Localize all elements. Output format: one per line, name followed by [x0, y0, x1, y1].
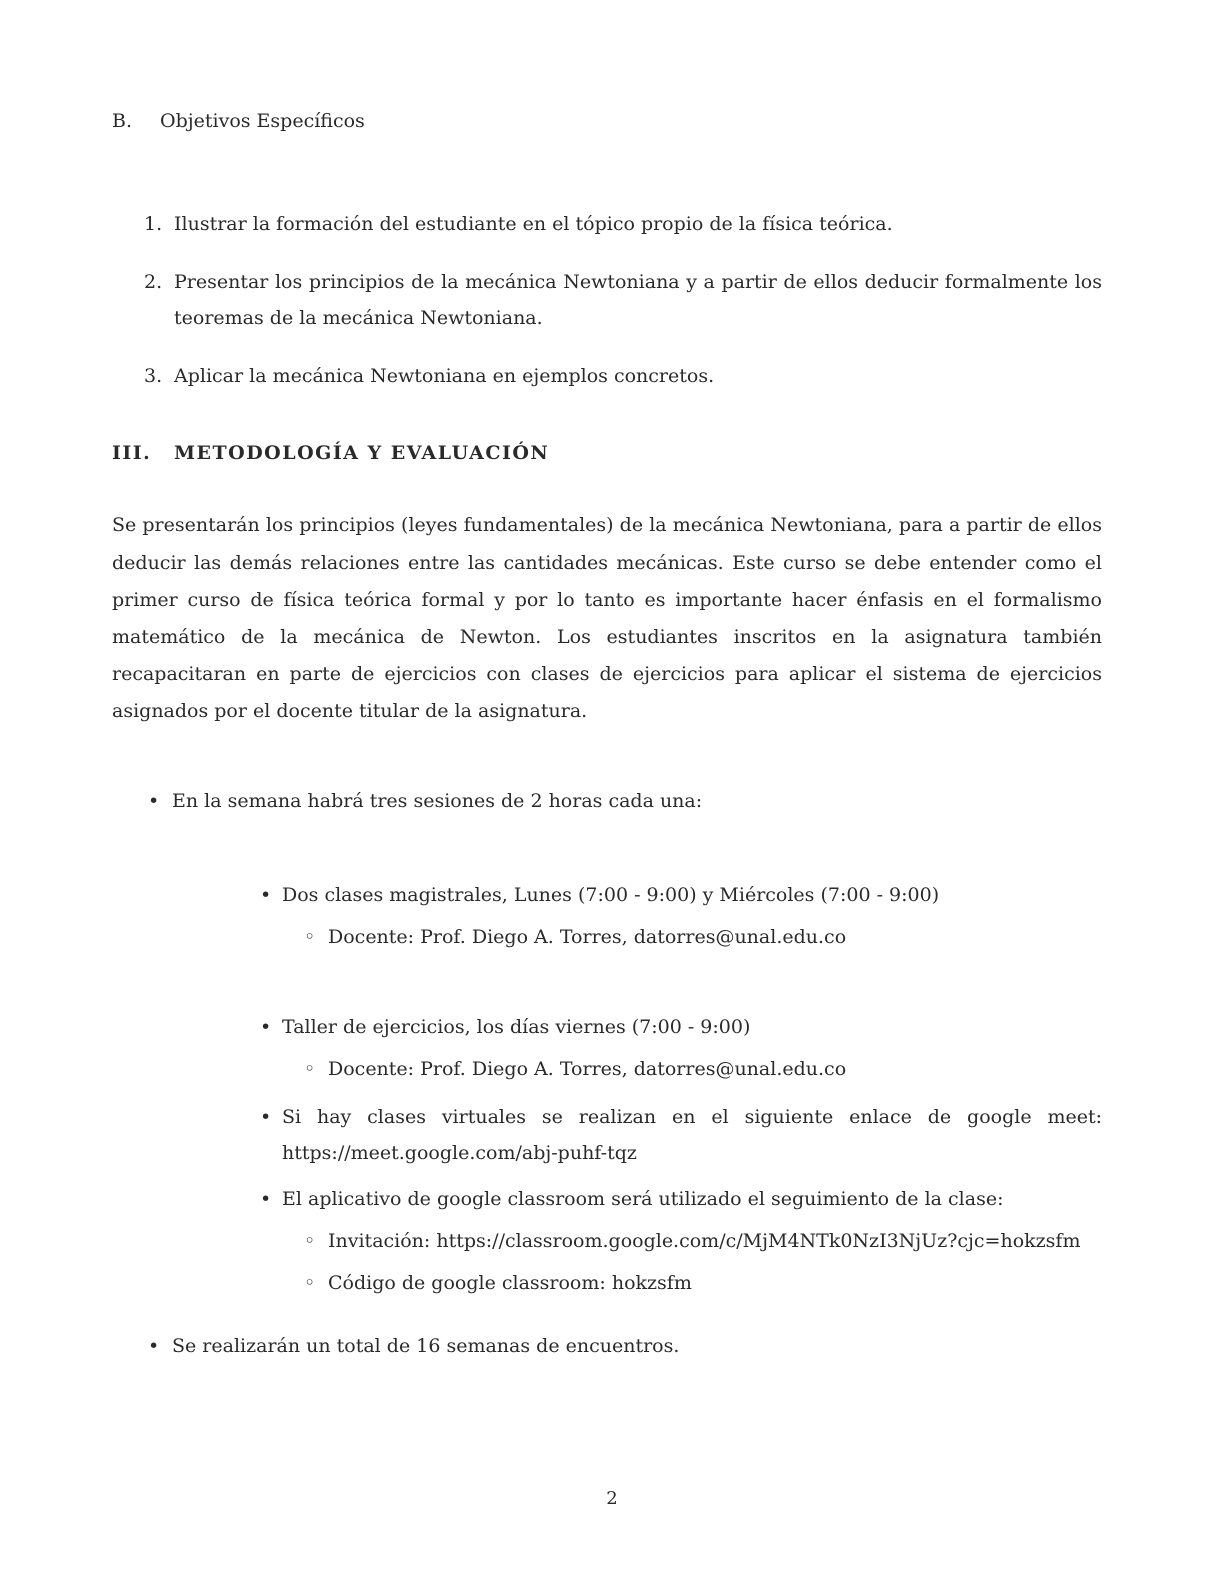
bullet-icon: ◦ — [304, 1058, 316, 1081]
objectives-heading-title: Objetivos Específicos — [160, 110, 365, 132]
bullet-icon: • — [260, 1106, 272, 1129]
bullet-icon: • — [148, 1334, 160, 1357]
workshop-sublist — [282, 1049, 1102, 1091]
objective-text: Aplicar la mecánica Newtoniana en ejemplos concretos. — [174, 364, 715, 387]
bullet-icon: • — [148, 789, 160, 812]
objectives-heading-number: B. — [112, 110, 133, 132]
subsubbullet-text: Docente: Prof. Diego A. Torres, datorres@unal.edu.co — [328, 926, 847, 949]
subsubbullet-item — [170, 1049, 1102, 1091]
objective-number: 1. — [144, 212, 163, 235]
classroom-sublist — [282, 1221, 1102, 1305]
subbullet-item-classroom — [170, 1181, 1102, 1305]
objectives-list — [112, 206, 1102, 394]
objective-item — [112, 358, 1102, 394]
bullet-icon: • — [260, 1188, 272, 1211]
objectives-heading — [112, 108, 1102, 136]
objective-text: Presentar los principios de la mecánica Newtoniana y a partir de ellos deducir formalmente los teoremas de la mecánica Newtoniana. — [174, 270, 1102, 329]
methodology-heading — [112, 440, 1102, 468]
objective-number: 3. — [144, 364, 163, 387]
bullet-text: En la semana habrá tres sesiones de 2 horas cada una: — [172, 789, 703, 812]
objective-item — [112, 206, 1102, 242]
bullet-icon: ◦ — [304, 926, 316, 949]
subsubbullet-text: Invitación: https://classroom.google.com/c/MjM4NTk0NzI3NjUz?cjc=hokzsfm — [328, 1230, 1081, 1253]
subbullet-item-workshop — [170, 1009, 1102, 1091]
subsubbullet-item — [170, 1221, 1102, 1263]
subbullet-text: El aplicativo de google classroom será utilizado el seguimiento de la clase: — [282, 1188, 1004, 1211]
subbullet-item-lectures — [170, 877, 1102, 959]
bullet-icon: • — [260, 1016, 272, 1039]
methodology-heading-title: METODOLOGÍA Y EVALUACIÓN — [174, 441, 550, 464]
bullet-item-weeks — [112, 1333, 1102, 1361]
sessions-sublist — [172, 877, 1102, 1305]
bullet-icon: ◦ — [304, 1272, 316, 1295]
page-number: 2 — [606, 1488, 618, 1509]
subsubbullet-item — [170, 917, 1102, 959]
lectures-sublist — [282, 917, 1102, 959]
objective-text: Ilustrar la formación del estudiante en el tópico propio de la física teórica. — [174, 212, 893, 235]
subsubbullet-item — [170, 1263, 1102, 1305]
subsubbullet-text: Docente: Prof. Diego A. Torres, datorres@unal.edu.co — [328, 1058, 847, 1081]
methodology-heading-number: III. — [112, 441, 152, 464]
bullet-text: Se realizarán un total de 16 semanas de encuentros. — [172, 1334, 680, 1357]
methodology-bullet-list — [112, 788, 1102, 1361]
methodology-paragraph: Se presentarán los principios (leyes fundamentales) de la mecánica Newtoniana, para a partir de ellos deducir las demás relaciones entre las cantidades mecánicas. Este curso se debe entender como el primer curso de física teórica formal y por lo tanto es importante hacer énfasis en el formalismo matemático de la mecánica de Newton. Los estudiantes inscritos en la asignatura también recapacitaran en parte de ejercicios con clases de ejercicios para aplicar el sistema de ejercicios asignados por el docente titular de la asignatura. — [112, 514, 1102, 722]
bullet-item-sessions — [112, 788, 1102, 1305]
subbullet-text: Si hay clases virtuales se realizan en el siguiente enlace de google meet: https://meet.google.com/abj-puhf-tqz — [282, 1106, 1102, 1165]
subbullet-text: Dos clases magistrales, Lunes (7:00 - 9:00) y Miércoles (7:00 - 9:00) — [282, 884, 940, 907]
subbullet-item-virtual — [170, 1099, 1102, 1171]
objective-item — [112, 264, 1102, 336]
objective-number: 2. — [144, 270, 163, 293]
document-page — [112, 108, 1102, 1361]
subsubbullet-text: Código de google classroom: hokzsfm — [328, 1272, 692, 1295]
subbullet-text: Taller de ejercicios, los días viernes (7:00 - 9:00) — [282, 1016, 751, 1039]
bullet-icon: • — [260, 884, 272, 907]
bullet-icon: ◦ — [304, 1230, 316, 1253]
